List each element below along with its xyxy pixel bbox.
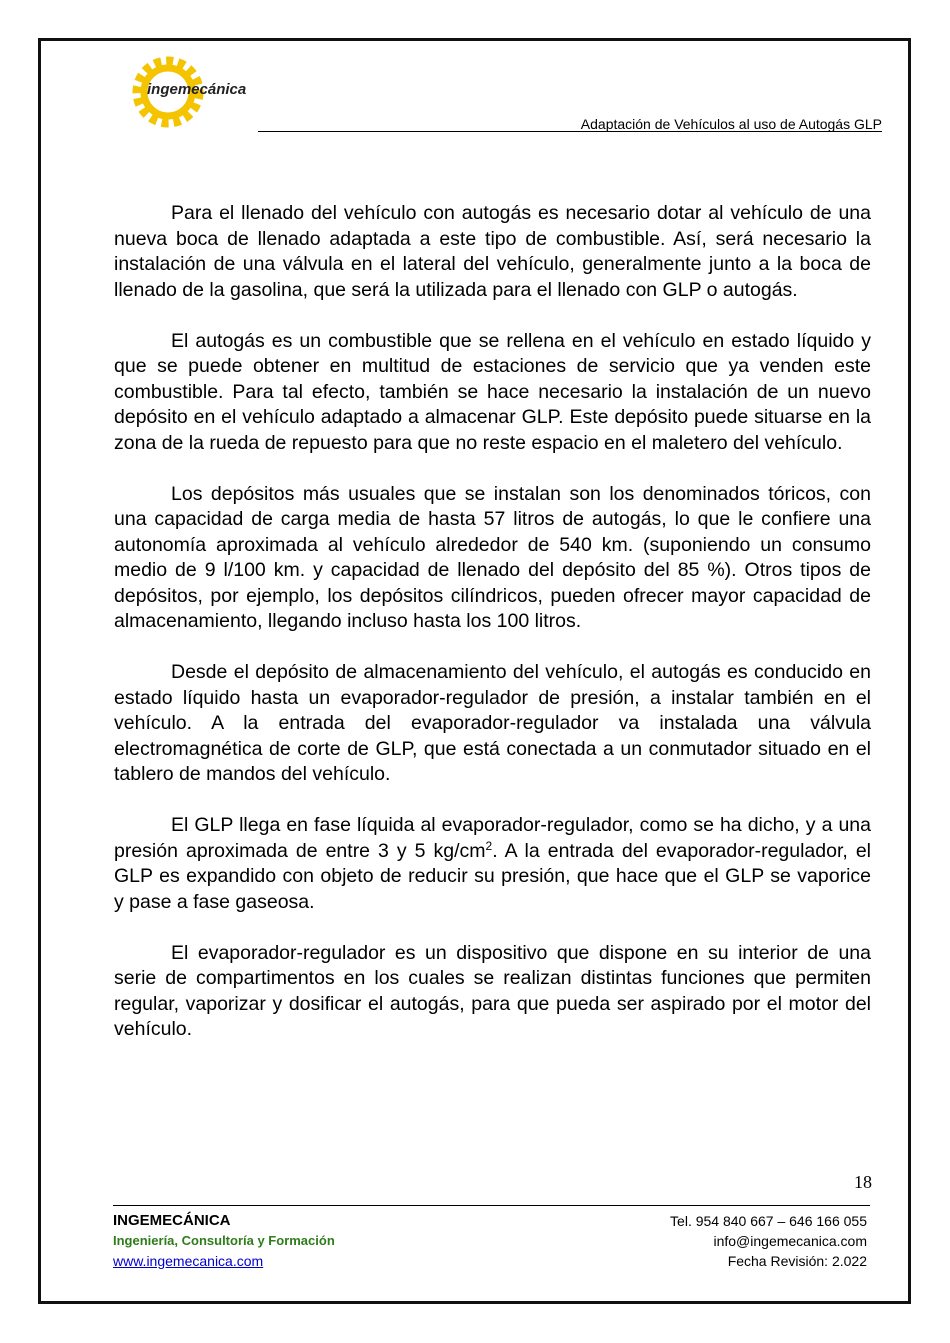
paragraph [114,813,871,915]
footer-revision: Fecha Revisión: 2.022 [727,1253,867,1269]
page-number: 18 [854,1172,872,1192]
paragraph: El evaporador-regulador es un dispositivo que dispone en su interior de una serie de compartimentos en los cuales se realizan distintas funciones que permiten regular, vaporizar y dosificar el autogás, para que pueda ser aspirado por el motor del vehículo. [114,941,871,1040]
company-logo [130,55,265,130]
paragraph: Los depósitos más usuales que se instalan son los denominados tóricos, con una capacidad de carga media de hasta 57 litros de autogás, lo que le confiere una autonomía aproximada al vehículo alrededor de 540 km. (suponiendo un consumo medio de 9 l/100 km. y capacidad de llenado del depósito del 85 %). Otros tipos de depósitos, por ejemplo, los depósitos cilíndricos, pueden ofrecer mayor capacidad de almacenamiento, llegando incluso hasta los 100 litros. [114,482,871,632]
paragraph-text: . A la entrada del evaporador-regulador, el GLP es expandido con objeto de reducir su presión, que hace que el GLP se vaporice y pase a fase gaseosa. [114,839,871,913]
body-text [114,201,871,1068]
paragraph: Desde el depósito de almacenamiento del vehículo, el autogás es conducido en estado líquido hasta un evaporador-regulador de presión, a instalar también en el vehículo. A la entrada del evaporador-regulador va instalada una válvula electromagnética de corte de GLP, que está conectada a un conmutador situado en el tablero de mandos del vehículo. [114,661,871,785]
paragraph: Para el llenado del vehículo con autogás es necesario dotar al vehículo de una nueva boca de llenado adaptada a este tipo de combustible. Así, será necesario la instalación de una válvula en el lateral del vehículo, generalmente junto a la boca de llenado de la gasolina, que será la utilizada para el llenado con GLP o autogás. [114,202,871,301]
paragraph: El autogás es un combustible que se rellena en el vehículo en estado líquido y que se puede obtener en multitud de estaciones de servicio que ya venden este combustible. Para tal efecto, también se hace necesario la instalación de un nuevo depósito en el vehículo adaptado a almacenar GLP. Este depósito puede situarse en la zona de la rueda de repuesto para que no reste espacio en el maletero del vehículo. [114,329,871,454]
footer-divider [113,1205,870,1206]
footer-email: info@ingemecanica.com [713,1233,867,1249]
header-divider [258,131,882,132]
logo-text: ingemecánica [147,81,247,98]
superscript: 2 [485,838,493,853]
footer-right [670,1211,867,1271]
footer-phone: Tel. 954 840 667 – 646 166 055 [670,1213,867,1229]
paragraph-text: El GLP llega en fase líquida al evaporador-regulador, como se ha dicho, y a una presión aproximada de entre 3 y 5 kg/cm [114,814,871,862]
footer-company: INGEMECÁNICA [113,1212,231,1229]
website-link[interactable]: www.ingemecanica.com [113,1253,264,1269]
footer-tagline: Ingeniería, Consultoría y Formación [113,1233,335,1248]
footer-left [113,1211,335,1271]
document-title: Adaptación de Vehículos al uso de Autogás GLP [580,116,882,132]
